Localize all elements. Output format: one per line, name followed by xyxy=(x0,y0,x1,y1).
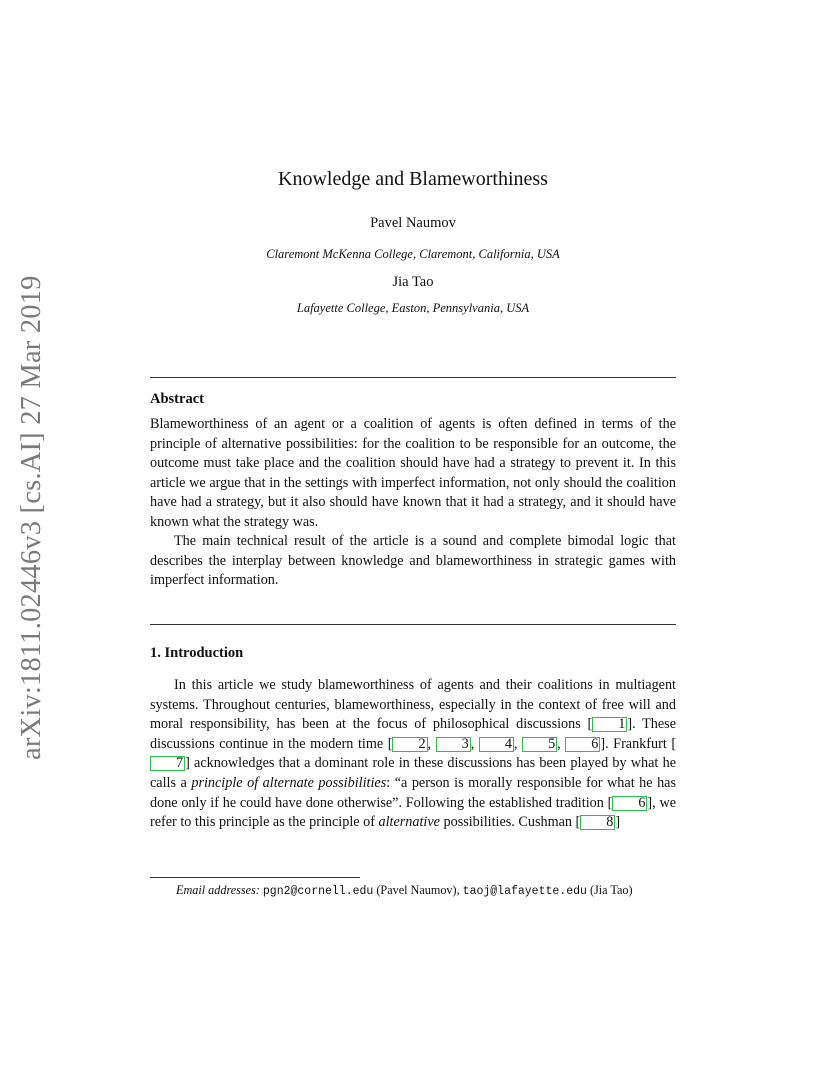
citation-link[interactable]: 6 xyxy=(612,796,647,811)
author-name: Jia Tao xyxy=(392,274,434,290)
author-name: Pavel Naumov xyxy=(370,215,456,231)
intro-emphasis: principle of alternate possibilities xyxy=(191,774,387,791)
intro-text: ]. Frankfurt xyxy=(600,735,672,752)
citation-link[interactable]: 4 xyxy=(479,737,514,752)
citation-link[interactable]: 2 xyxy=(392,737,427,752)
intro-text: : “a person is morally responsible for what he has done only if he could have done otherwise”. Following the established tradition xyxy=(150,774,677,811)
intro-text: possibilities. Cushman xyxy=(439,814,576,831)
intro-paragraph: In this article we study blameworthiness of agents and their coalitions in multiagent systems. Throughout centuries, blameworthiness, especially in the context of free will and moral responsibility, has been at the focus of philosophical discussions [ 1 ]. These discussions continue in the modern time [ 2 , 3 , 4 , 5 , 6 ]. Frankfurt [7 ] acknowledges that a dominant role in these discussions has been played by what he calls a principle of alternate possibilities: “a person is morally responsible for what he has done only if he could have done otherwise”. Following the established tradition [ 6 ], we refer to this principle as the principle of alternative possibilities. Cushman [ 8 ] xyxy=(150,677,677,831)
footnote xyxy=(150,882,676,900)
intro-text: acknowledges that a dominant role in these discussions has been played by what he calls a xyxy=(150,755,676,791)
abstract-bottom-rule xyxy=(150,624,676,625)
footnote-text: (Jia Tao) xyxy=(589,883,633,897)
abstract-heading: Abstract xyxy=(150,391,204,407)
paper-title: Knowledge and Blameworthiness xyxy=(278,168,548,190)
author-affiliation: Lafayette College, Easton, Pennsylvania, USA xyxy=(296,301,530,315)
citation-link[interactable]: 7 xyxy=(150,756,185,771)
abstract-body xyxy=(150,415,676,591)
citation-link[interactable]: 3 xyxy=(436,737,471,752)
arxiv-stamp: arXiv:1811.02446v3 [cs.AI] 27 Mar 2019 xyxy=(16,275,47,760)
email-link[interactable]: pgn2@cornell.edu xyxy=(262,885,374,898)
abstract-paragraph: Blameworthiness of an agent or a coalition of agents is often defined in terms of the principle of alternative possibilities: for the coalition to be responsible for an outcome, the outcome must take place and the coalition should have had a strategy to prevent it. In this article we argue that in the settings with imperfect information, not only should the coalition have had a strategy, but it also should have known that it had a strategy, and it should have known what the strategy was. xyxy=(150,416,676,530)
abstract-paragraph: The main technical result of the article is a sound and complete bimodal logic that describes the interplay between knowledge and blameworthiness in strategic games with imperfect information. xyxy=(150,533,676,588)
email-link[interactable]: taoj@lafayette.edu xyxy=(462,885,587,898)
footnote-label: Email addresses: xyxy=(176,883,260,897)
footnote-rule xyxy=(150,877,360,878)
intro-emphasis: alternative xyxy=(378,814,440,831)
citation-link[interactable]: 6 xyxy=(565,737,600,752)
author-affiliation: Claremont McKenna College, Claremont, California, USA xyxy=(266,247,560,261)
citation-link[interactable]: 8 xyxy=(580,815,615,830)
abstract-top-rule xyxy=(150,377,676,378)
section-heading: 1. Introduction xyxy=(150,645,244,661)
citation-link[interactable]: 5 xyxy=(522,737,557,752)
intro-text: In this article we study blameworthiness of agents and their coalitions in multiagent systems. Throughout centuries, blameworthiness, especially in the context of free will and moral responsibility, has been at the focus of philosophical discussions xyxy=(150,677,676,733)
intro-text: . These discussions continue in the modern time [ xyxy=(150,716,676,752)
citation-link[interactable]: 1 xyxy=(592,717,627,732)
footnote-text: (Pavel Naumov), xyxy=(376,883,460,897)
intro-text: , we refer to this principle as the principle of xyxy=(150,794,676,831)
